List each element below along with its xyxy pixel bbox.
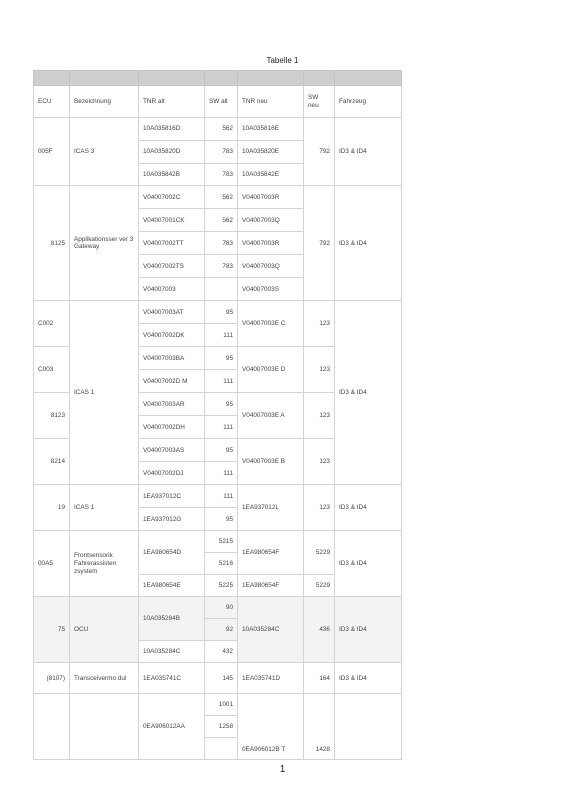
sw-neu-cell: 123 — [304, 485, 335, 531]
tnr-neu-cell: 10A035284C — [238, 597, 304, 663]
table-row — [34, 663, 402, 694]
table-row — [34, 694, 402, 716]
sw-neu-cell: 123 — [304, 393, 335, 439]
tnr-neu-cell: 1EA937012L — [238, 485, 304, 531]
header-row — [34, 86, 402, 118]
bezeichnung-cell: ICAS 3 — [70, 118, 139, 186]
sw-neu-cell: 1428 — [304, 694, 335, 760]
tnr-neu-cell: 1EA980654F — [238, 531, 304, 575]
sw-alt-cell: 95 — [205, 508, 238, 531]
tnr-alt-cell: V04007002DH — [139, 416, 205, 439]
table-row — [34, 301, 402, 324]
ecu-cell: C003 — [34, 347, 70, 393]
bezeichnung-cell: Applikationsser ver 3 Gateway — [70, 186, 139, 301]
tnr-neu-cell: 10A035816E — [238, 118, 304, 141]
fahrzeug-cell: ID3 & ID4 — [335, 485, 402, 531]
tnr-alt-cell: 10A035842B — [139, 163, 205, 186]
tnr-alt-cell: V04007003AS — [139, 439, 205, 462]
fahrzeug-cell: ID3 & ID4 — [335, 597, 402, 663]
sw-alt-cell: 95 — [205, 301, 238, 324]
sw-neu-cell: 792 — [304, 186, 335, 301]
tnr-alt-cell: V04007002TS — [139, 255, 205, 278]
sw-alt-cell: 783 — [205, 232, 238, 255]
sw-alt-cell: 562 — [205, 209, 238, 232]
tnr-neu-cell: V04007003E C — [238, 301, 304, 347]
sw-neu-cell: 123 — [304, 439, 335, 485]
tnr-neu-cell: 1EA035741D — [238, 663, 304, 694]
sw-alt-cell: 783 — [205, 140, 238, 163]
header-band — [34, 71, 402, 86]
tnr-alt-cell: V04007002C — [139, 186, 205, 209]
table-row — [34, 186, 402, 209]
tnr-neu-cell: 10A035842E — [238, 163, 304, 186]
sw-alt-cell: 562 — [205, 186, 238, 209]
ecu-cell — [34, 694, 70, 760]
tnr-neu-cell: V04007003R — [238, 186, 304, 209]
fahrzeug-cell: ID3 & ID4 — [335, 301, 402, 485]
tnr-alt-cell: V04007003AR — [139, 393, 205, 416]
sw-alt-cell: 95 — [205, 439, 238, 462]
sw-alt-cell: 5216 — [205, 553, 238, 575]
sw-neu-cell: 792 — [304, 118, 335, 186]
sw-alt-cell: 1001 — [205, 694, 238, 716]
col-header-sw-neu: SW neu — [304, 86, 335, 118]
table-container — [33, 70, 402, 753]
sw-alt-cell: 145 — [205, 663, 238, 694]
sw-neu-cell: 164 — [304, 663, 335, 694]
tnr-alt-cell: V04007002TT — [139, 232, 205, 255]
fahrzeug-cell: ID3 & ID4 — [335, 118, 402, 186]
bezeichnung-cell: ICAS 1 — [70, 301, 139, 485]
table-row — [34, 118, 402, 141]
page-title: Tabelle 1 — [266, 56, 299, 65]
tnr-alt-cell: V04007003AT — [139, 301, 205, 324]
sw-alt-cell: 111 — [205, 324, 238, 347]
sw-alt-cell: 111 — [205, 462, 238, 485]
ecu-cell: (8107) — [34, 663, 70, 694]
tnr-alt-cell: 10A035820D — [139, 140, 205, 163]
sw-alt-cell: 5215 — [205, 531, 238, 553]
fahrzeug-cell: ID3 & ID4 — [335, 531, 402, 597]
ecu-cell: 005F — [34, 118, 70, 186]
tnr-neu-cell: V04007003E A — [238, 393, 304, 439]
col-header-bezeichnung: Bezeichnung — [70, 86, 139, 118]
bezeichnung-cell: OCU — [70, 597, 139, 663]
sw-alt-cell: 1258 — [205, 716, 238, 738]
fahrzeug-cell — [335, 694, 402, 760]
sw-alt-cell: 432 — [205, 641, 238, 663]
sw-neu-cell: 123 — [304, 347, 335, 393]
tnr-neu-cell: V04007003R — [238, 232, 304, 255]
tnr-neu-cell: 1EA980654F — [238, 575, 304, 597]
col-header-tnr-neu: TNR neu — [238, 86, 304, 118]
tnr-alt-cell: 10A035816D — [139, 118, 205, 141]
fahrzeug-cell: ID3 & ID4 — [335, 186, 402, 301]
tnr-alt-cell: 1EA980654E — [139, 575, 205, 597]
ecu-cell: 19 — [34, 485, 70, 531]
sw-alt-cell — [205, 278, 238, 301]
tnr-alt-cell: 1EA937012C — [139, 485, 205, 508]
ecu-cell: 8123 — [34, 393, 70, 439]
bezeichnung-cell: Transceivermo dul — [70, 663, 139, 694]
tnr-neu-cell: V04007003E D — [238, 347, 304, 393]
tnr-alt-cell: 10A035284C — [139, 641, 205, 663]
ecu-cell: 8214 — [34, 439, 70, 485]
sw-neu-cell: 123 — [304, 301, 335, 347]
sw-alt-cell: 95 — [205, 393, 238, 416]
sw-alt-cell — [205, 738, 238, 760]
tnr-alt-cell: 10A035284B — [139, 597, 205, 641]
col-header-tnr-alt: TNR alt — [139, 86, 205, 118]
tnr-neu-cell: V04007003S — [238, 278, 304, 301]
sw-alt-cell: 111 — [205, 416, 238, 439]
col-header-ecu: ECU — [34, 86, 70, 118]
tnr-neu-cell: 0EA906012B T — [238, 694, 304, 760]
sw-neu-cell: 5229 — [304, 575, 335, 597]
ecu-cell: 75 — [34, 597, 70, 663]
table-row — [34, 597, 402, 619]
fahrzeug-cell: ID3 & ID4 — [335, 663, 402, 694]
tnr-alt-cell: V04007002DJ — [139, 462, 205, 485]
tnr-alt-cell: V04007002DK — [139, 324, 205, 347]
ecu-cell: C002 — [34, 301, 70, 347]
sw-alt-cell: 562 — [205, 118, 238, 141]
tnr-alt-cell: V04007003 — [139, 278, 205, 301]
tnr-alt-cell: V04007003BA — [139, 347, 205, 370]
sw-alt-cell: 90 — [205, 597, 238, 619]
tnr-alt-cell: 1EA937012G — [139, 508, 205, 531]
tnr-neu-cell: V04007003Q — [238, 255, 304, 278]
ecu-cell: 00A5 — [34, 531, 70, 597]
sw-alt-cell: 5225 — [205, 575, 238, 597]
sw-alt-cell: 95 — [205, 347, 238, 370]
table-row — [34, 485, 402, 508]
tnr-neu-cell: V04007003E B — [238, 439, 304, 485]
bezeichnung-cell — [70, 694, 139, 760]
sw-alt-cell: 783 — [205, 255, 238, 278]
bezeichnung-cell: Frontsensorik Fahrerassisten zsystem — [70, 531, 139, 597]
sw-alt-cell: 111 — [205, 370, 238, 393]
sw-neu-cell: 5229 — [304, 531, 335, 575]
bezeichnung-cell: ICAS 1 — [70, 485, 139, 531]
table-row — [34, 531, 402, 553]
ecu-cell: 8125 — [34, 186, 70, 301]
sw-alt-cell: 111 — [205, 485, 238, 508]
tnr-alt-cell: V04007001CK — [139, 209, 205, 232]
tnr-alt-cell: V04007002D M — [139, 370, 205, 393]
tnr-alt-cell: 0EA906012AA — [139, 694, 205, 760]
tnr-neu-cell: 10A035820E — [238, 140, 304, 163]
data-table — [33, 70, 402, 760]
tnr-alt-cell: 1EA035741C — [139, 663, 205, 694]
tnr-alt-cell: 1EA980654D — [139, 531, 205, 575]
sw-alt-cell: 783 — [205, 163, 238, 186]
col-header-fahrzeug: Fahrzeug — [335, 86, 402, 118]
sw-alt-cell: 92 — [205, 619, 238, 641]
page-number: 1 — [279, 764, 286, 775]
tnr-neu-cell: V04007003Q — [238, 209, 304, 232]
col-header-sw-alt: SW alt — [205, 86, 238, 118]
sw-neu-cell: 436 — [304, 597, 335, 663]
